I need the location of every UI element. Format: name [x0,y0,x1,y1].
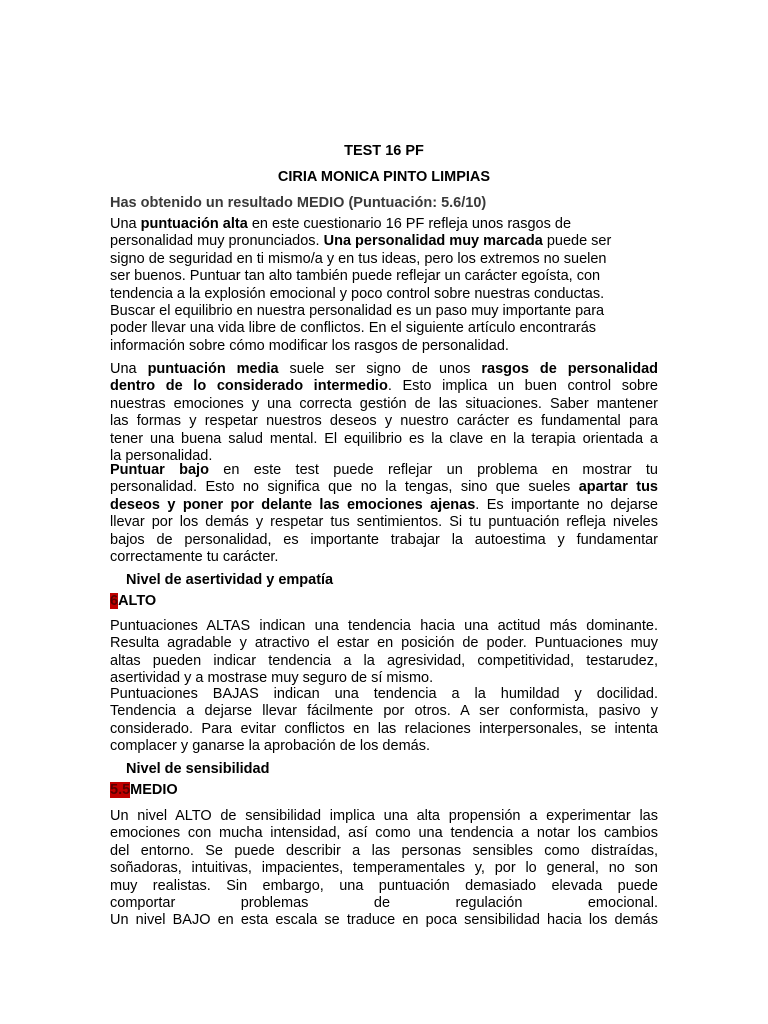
text-line: correctamente tu carácter. [110,549,279,566]
text-line: Tendencia a dejarse llevar fácilmente por otros. A ser conformista, pasivo y [110,703,658,720]
text-line: la personalidad. [110,448,213,465]
section-heading-assertiveness: Nivel de asertividad y empatía [126,572,334,588]
text-line: Una puntuación media suele ser signo de unos rasgos de personalidad [110,361,658,377]
level-label: MEDIO [130,782,178,798]
text-line: tener una buena salud mental. El equilibrio es la clave en la terapia orientada a [110,430,658,447]
text-line: bajos de personalidad, es importante trabajar la autoestima y fundamentar [110,531,658,548]
text-line: poder llevar una vida libre de conflictos. En el siguiente artículo encontrarás [110,320,597,337]
level-row-assertiveness [110,592,156,610]
text-line: personalidad muy pronunciados. Una personalidad muy marcada puede ser [110,233,612,250]
section-heading-sensitivity: Nivel de sensibilidad [126,761,270,777]
text-line: Una puntuación alta en este cuestionario 16 PF refleja unos rasgos de [110,216,572,232]
text-line: soñadoras, intuitivas, impacientes, temperamentales y, por lo general, no son [110,860,658,877]
text-line: ser buenos. Puntuar tan alto también puede reflejar un carácter egoísta, con [110,268,601,285]
text-line: del entorno. Se puede describir a las personas sensibles como distraídas, [110,842,658,859]
paragraph-assertiveness-low [110,686,658,756]
text-line: dentro de lo considerado intermedio. Esto implica un buen control sobre [110,378,658,395]
paragraph-medium-score [110,361,658,465]
text-line: llevar por los demás y respetar tus sentimientos. Si tu puntuación refleja niveles [110,514,658,531]
text-line: comportar problemas de regulación emocional. [110,895,658,912]
text-line: Puntuaciones BAJAS indican una tendencia a la humildad y docilidad. [110,686,658,702]
text-line: Puntuaciones ALTAS indican una tendencia hacia una actitud más dominante. [110,618,658,634]
text-line: Resulta agradable y atractivo el estar en posición de poder. Puntuaciones muy [110,635,658,652]
text-line: deseos y poner por delante las emociones ajenas. Es importante no dejarse [110,496,658,513]
level-label: ALTO [118,593,157,609]
test-title: TEST 16 PF [344,143,424,159]
text-line: muy realistas. Sin embargo, una puntuación demasiado elevada puede [110,877,658,894]
text-line: las formas y respetar nuestros deseos y nuestro carácter es fundamental para [110,413,658,430]
result-summary: Has obtenido un resultado MEDIO (Puntuación: 5.6/10) [110,195,487,211]
text-line: nuestras emociones y una correcta gestión de las situaciones. Saber mantener [110,395,658,412]
level-row-sensitivity [110,781,178,799]
text-line: Un nivel BAJO en esta escala se traduce en poca sensibilidad hacia los demás [110,912,658,929]
text-line: personalidad. Esto no significa que no la tengas, sino que sueles apartar tus [110,479,658,496]
text-line: Buscar el equilibrio en nuestra personalidad es un paso muy importante para [110,303,605,320]
text-line: altas pueden indicar tendencia a la agresividad, competitividad, testarudez, [110,652,658,669]
paragraph-assertiveness-high [110,618,658,688]
text-line: signo de seguridad en ti mismo/a y en tus ideas, pero los extremos no suelen [110,250,607,267]
text-line: considerado. Para evitar conflictos en las relaciones interpersonales, se intenta [110,720,658,737]
text-line: tendencia a la explosión emocional y poco control sobre nuestras conductas. [110,285,605,302]
score-badge: 5.5 [110,782,131,798]
text-line: complacer y ganarse la aprobación de los demás. [110,738,430,755]
paragraph-low-score [110,462,658,566]
text-line: Puntuar bajo en este test puede reflejar un problema en mostrar tu [110,462,658,478]
person-name: CIRIA MONICA PINTO LIMPIAS [277,169,491,185]
text-line: emociones con mucha intensidad, así como una tendencia a notar los cambios [110,825,658,842]
text-line: información sobre cómo modificar los rasgos de personalidad. [110,337,509,354]
text-line: asertividad y a mostrase muy seguro de sí mismo. [110,670,434,687]
paragraph-sensitivity [110,808,658,930]
score-badge: 6 [110,593,119,609]
paragraph-high-score [110,216,658,355]
text-line: Un nivel ALTO de sensibilidad implica una alta propensión a experimentar las [110,808,658,824]
